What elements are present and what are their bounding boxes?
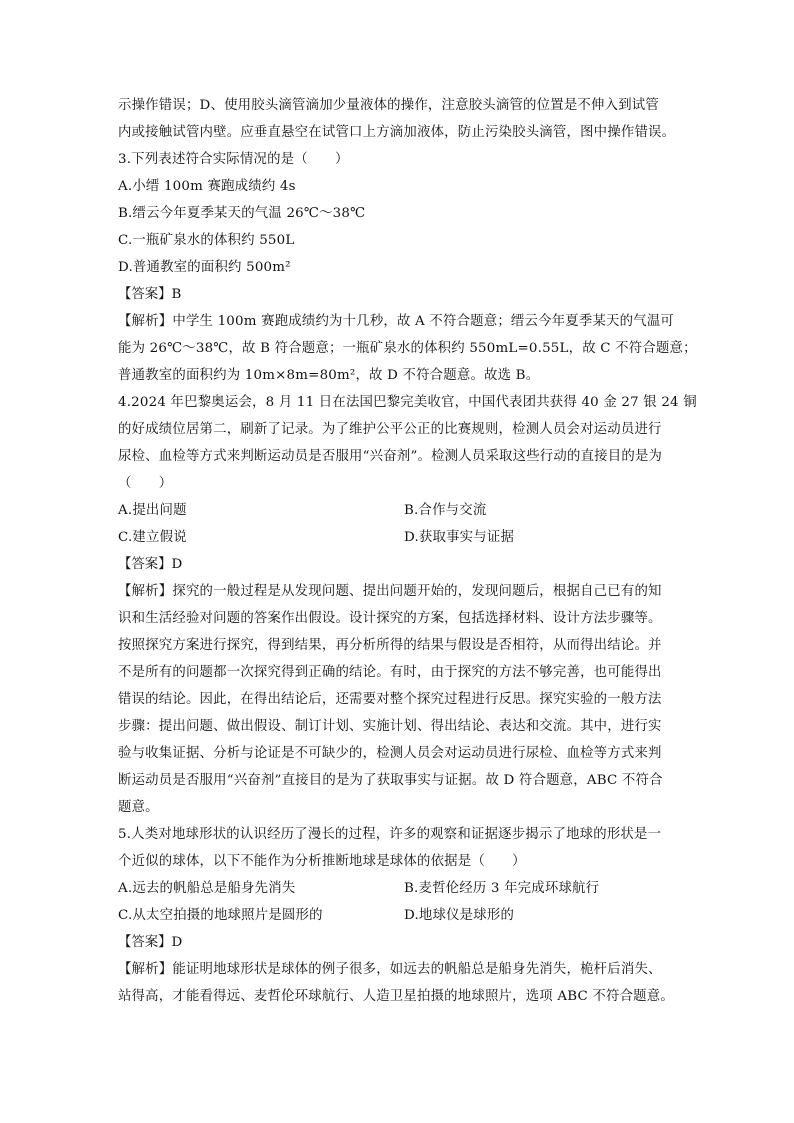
analysis-line: 能为 26℃～38℃，故 B 符合题意；一瓶矿泉水的体积约 550mL=0.55L，故 C 不符合题意； xyxy=(118,341,697,356)
analysis-line: 验与收集证据、分析与论证是不可缺少的，检测人员会对运动员进行尿检、血检等方式来判 xyxy=(118,746,662,761)
option-d: D.获取事实与证据 xyxy=(404,530,515,545)
question-4-stem: 的好成绩位居第二，刷新了记录。为了维护公平公正的比赛规则，检测人员会对运动员进行 xyxy=(118,422,662,437)
analysis-line: 站得高，才能看得远、麦哲伦环球航行、人造卫星拍摄的地球照片，选项 ABC 不符合题意。 xyxy=(118,989,674,1004)
question-3-stem: 3.下列表述符合实际情况的是（ ） xyxy=(118,152,349,167)
question-5-stem: 5.人类对地球形状的认识经历了漫长的过程，许多的观察和证据逐步揭示了地球的形状是一 xyxy=(118,827,662,842)
option-d: D.普通教室的面积约 500m² xyxy=(118,260,291,275)
option-b: B.缙云今年夏季某天的气温 26℃～38℃ xyxy=(118,206,366,221)
option-a: A.小缙 100m 赛跑成绩约 4s xyxy=(118,179,296,194)
answer-line: 【答案】D xyxy=(118,557,183,572)
question-4-stem: （ ） xyxy=(118,476,173,491)
option-b: B.合作与交流 xyxy=(404,503,487,518)
options-row xyxy=(118,875,690,902)
analysis-line: 按照探究方案进行探究，得到结果，再分析所得的结果与假设是否相符，从而得出结论。并 xyxy=(118,638,662,653)
answer-line: 【答案】D xyxy=(118,935,183,950)
analysis-line: 题意。 xyxy=(118,800,159,815)
option-c: C.从太空拍摄的地球照片是圆形的 xyxy=(118,908,323,923)
analysis-line: 【解析】能证明地球形状是球体的例子很多，如远去的帆船总是船身先消失，桅杆后消失、 xyxy=(118,962,662,977)
analysis-line: 步骤：提出问题、做出假设、制订计划、实施计划、得出结论、表达和交流。其中，进行实 xyxy=(118,719,662,734)
question-4-stem: 4.2024 年巴黎奥运会，8 月 11 日在法国巴黎完美收官，中国代表团共获得 40 金 27 银 24 铜 xyxy=(118,395,697,410)
question-5-stem: 个近似的球体，以下不能作为分析推断地球是球体的依据是（ ） xyxy=(118,854,526,869)
analysis-line: 【解析】探究的一般过程是从发现问题、提出问题开始的，发现问题后，根据自己已有的知 xyxy=(118,584,662,599)
options-row xyxy=(118,902,690,929)
analysis-line: 普通教室的面积约为 10m×8m=80m²，故 D 不符合题意。故选 B。 xyxy=(118,368,540,383)
option-c: C.建立假说 xyxy=(118,530,187,545)
analysis-line: 断运动员是否服用“兴奋剂”直接目的是为了获取事实与证据。故 D 符合题意，ABC 不符合 xyxy=(118,773,663,788)
analysis-line: 【解析】中学生 100m 赛跑成绩约为十几秒，故 A 不符合题意；缙云今年夏季某天的气温可 xyxy=(118,314,675,329)
answer-line: 【答案】B xyxy=(118,287,182,302)
document-page xyxy=(118,92,697,1010)
analysis-line: 不是所有的问题都一次探究得到正确的结论。有时，由于探究的方法不够完善，也可能得出 xyxy=(118,665,662,680)
option-c: C.一瓶矿泉水的体积约 550L xyxy=(118,233,295,248)
analysis-line: 错误的结论。因此，在得出结论后，还需要对整个探究过程进行反思。探究实验的一般方法 xyxy=(118,692,662,707)
text-line: 示操作错误；D、使用胶头滴管滴加少量液体的操作，注意胶头滴管的位置是不伸入到试管 xyxy=(118,98,659,113)
option-a: A.提出问题 xyxy=(118,503,187,518)
text-line: 内或接触试管内壁。应垂直悬空在试管口上方滴加液体，防止污染胶头滴管，图中操作错误。 xyxy=(118,125,676,140)
options-row xyxy=(118,497,690,524)
analysis-line: 识和生活经验对问题的答案作出假设。设计探究的方案，包括选择材料、设计方法步骤等。 xyxy=(118,611,662,626)
option-a: A.远去的帆船总是船身先消失 xyxy=(118,881,296,896)
options-row xyxy=(118,524,690,551)
option-d: D.地球仪是球形的 xyxy=(404,908,515,923)
option-b: B.麦哲伦经历 3 年完成环球航行 xyxy=(404,881,600,896)
question-4-stem: 尿检、血检等方式来判断运动员是否服用“兴奋剂”。检测人员采取这些行动的直接目的是为 xyxy=(118,449,663,464)
